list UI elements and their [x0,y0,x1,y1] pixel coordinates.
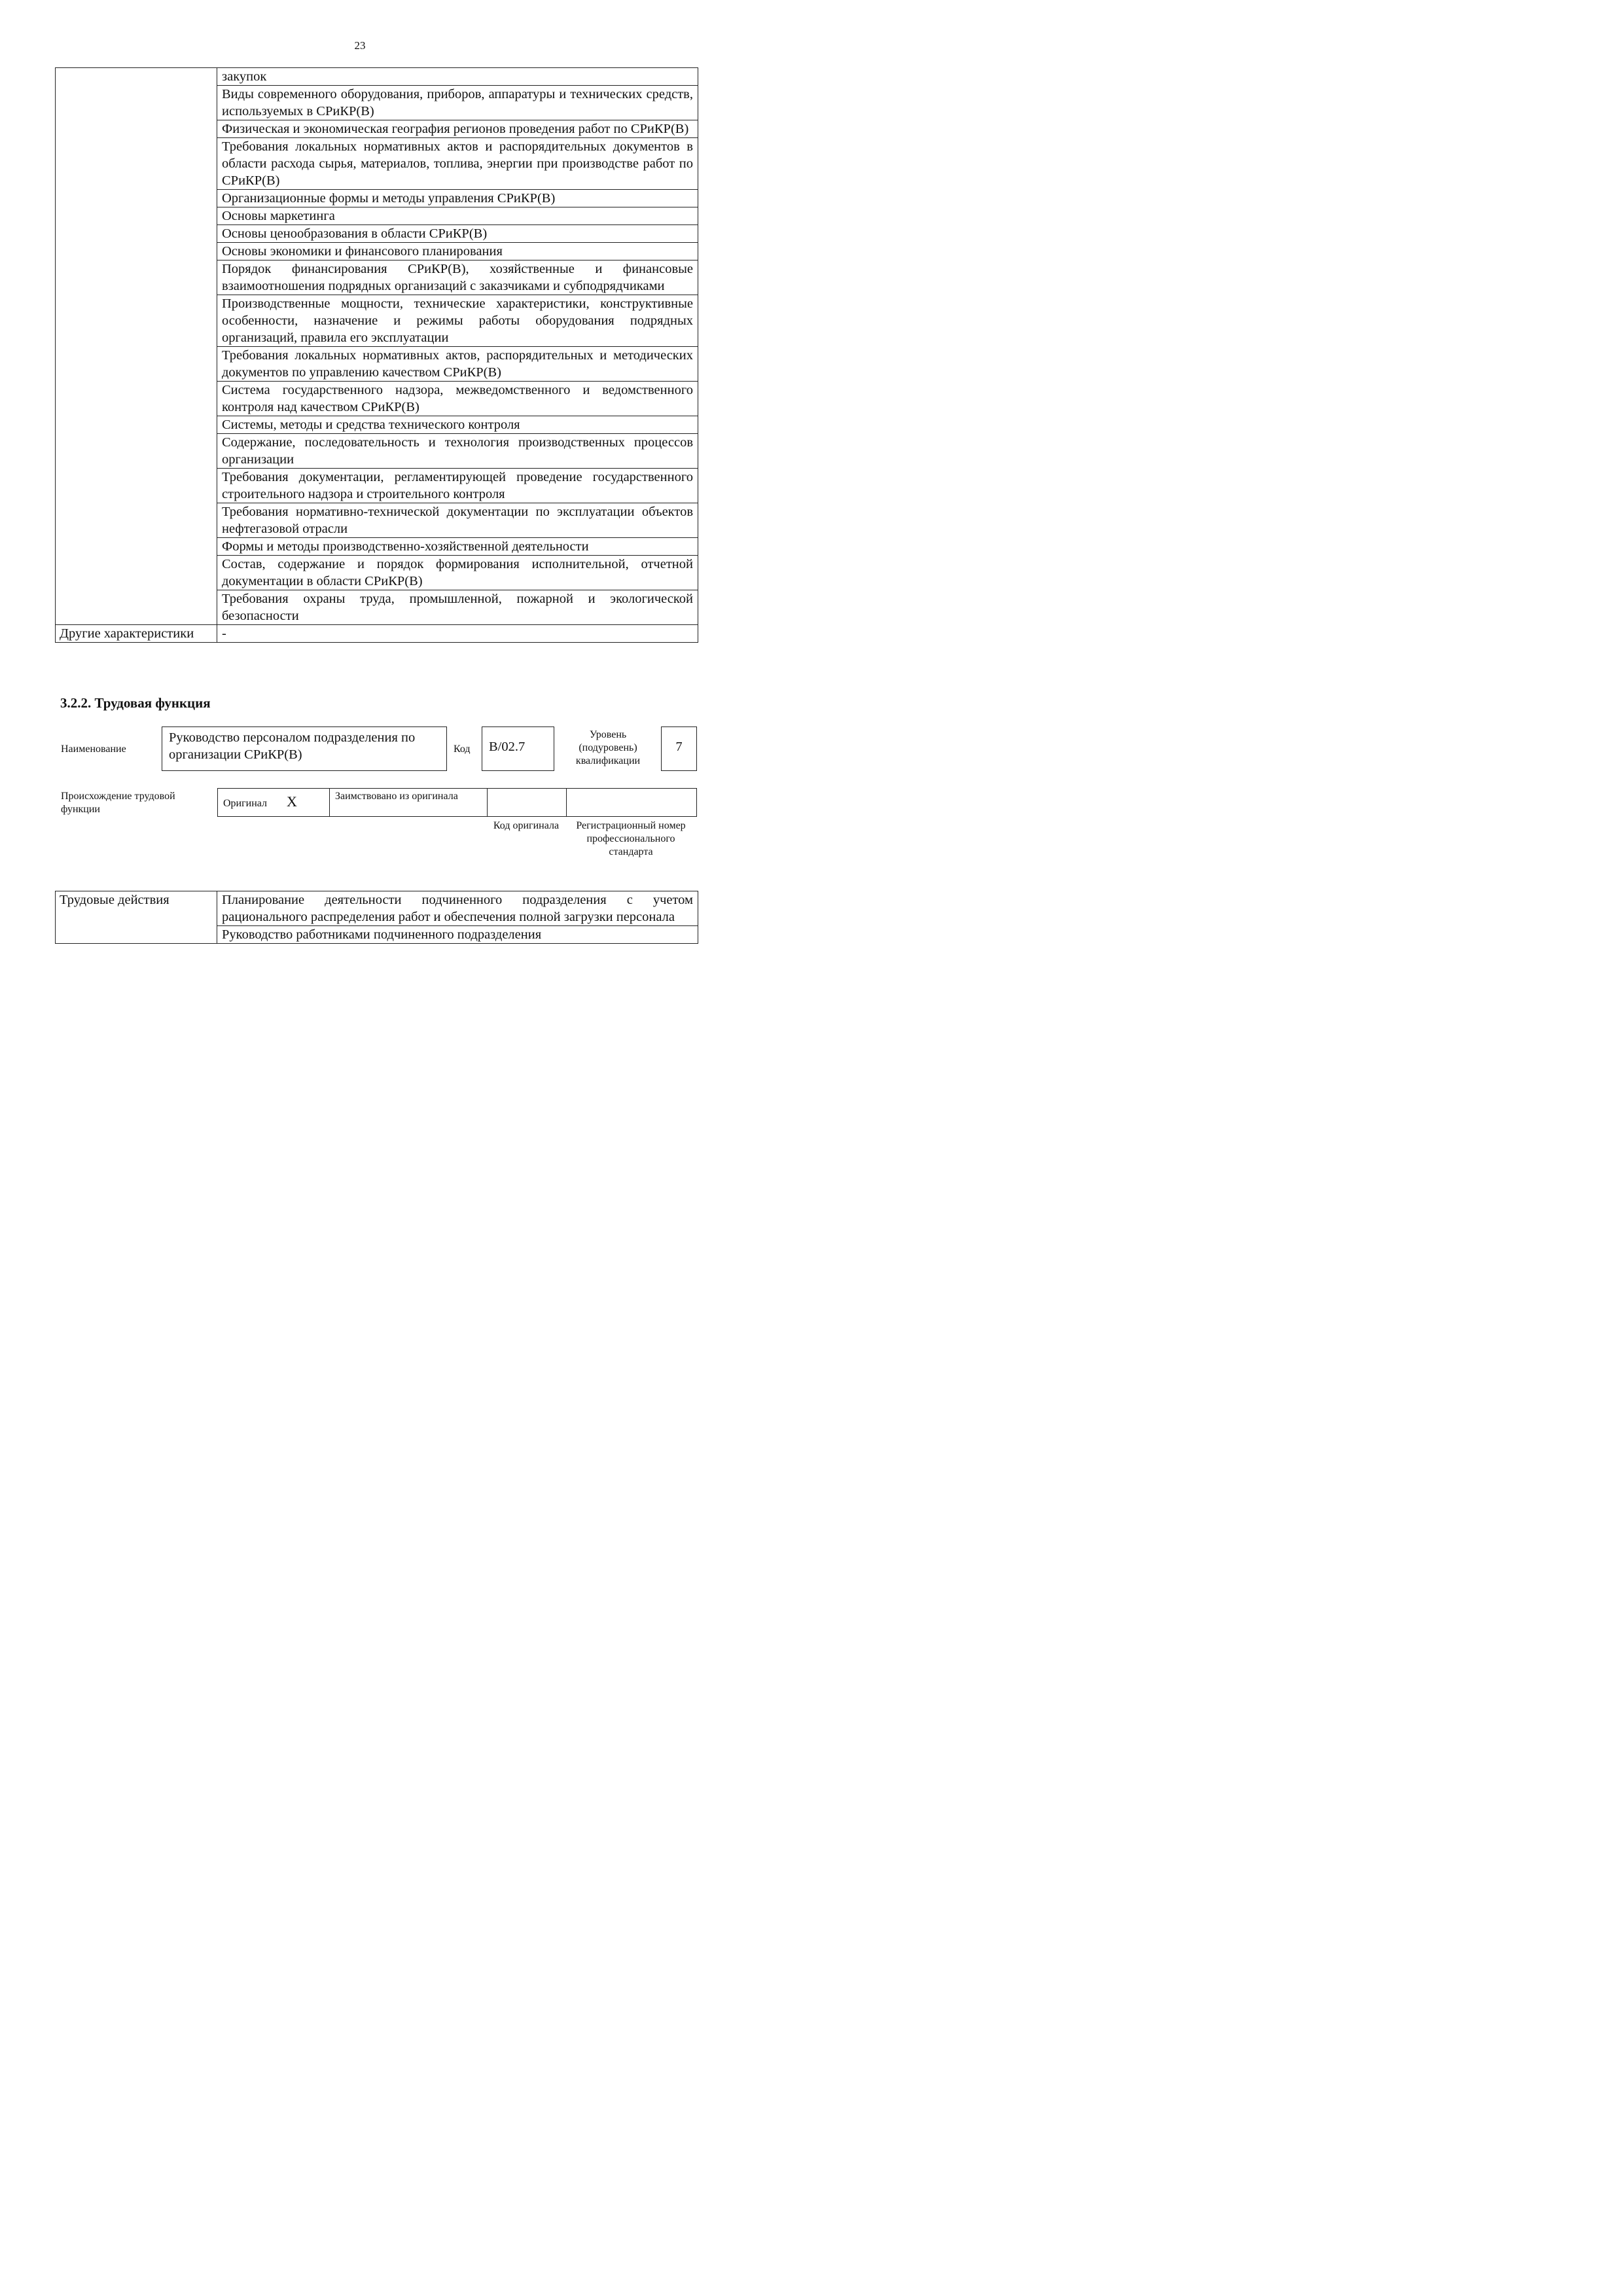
original-label: Оригинал [223,798,268,809]
knowledge-item: закупок [217,68,698,86]
knowledge-item: Содержание, последовательность и технология производственных процессов организации [217,434,698,469]
function-code-box: B/02.7 [482,726,554,771]
labor-actions-table [55,891,698,944]
labor-action-item: Планирование деятельности подчиненного подразделения с учетом рационального распределения работ и обеспечения полной загрузки персонала [217,891,698,926]
knowledge-item: Система государственного надзора, межведомственного и ведомственного контроля над качеством СРиКР(В) [217,382,698,416]
code-label: Код [454,744,471,755]
original-mark: X [287,793,297,810]
labor-action-item: Руководство работниками подчиненного подразделения [217,926,698,944]
knowledge-row [56,68,698,86]
knowledge-item: Физическая и экономическая география регионов проведения работ по СРиКР(В) [217,120,698,138]
knowledge-item: Порядок финансирования СРиКР(В), хозяйственные и финансовые взаимоотношения подрядных организаций с заказчиками и субподрядчиками [217,260,698,295]
labor-action-row [56,891,698,926]
level-label: Уровень (подуровень) квалификации [575,729,641,766]
reg-number-cell [567,789,697,817]
reg-number-label: Регистрационный номер профессионального стандарта [576,820,686,857]
knowledge-item: Производственные мощности, технические характеристики, конструктивные особенности, назначение и режимы работы оборудования подрядных организаций, правила его эксплуатации [217,295,698,347]
code-original-cell [488,789,567,817]
code-original-label: Код оригинала [493,820,560,831]
knowledge-item: Системы, методы и средства технического контроля [217,416,698,434]
knowledge-item: Требования локальных нормативных актов и распорядительных документов в области расхода сырья, материалов, топлива, энергии при производстве работ по СРиКР(В) [217,138,698,190]
knowledge-item: Требования охраны труда, промышленной, пожарной и экологической безопасности [217,590,698,625]
section-title: 3.2.2. Трудовая функция [60,695,211,711]
other-characteristics-label: Другие характеристики [56,625,217,643]
page-number: 23 [354,39,366,52]
knowledge-item: Формы и методы производственно-хозяйственной деятельности [217,538,698,556]
knowledge-item: Состав, содержание и порядок формирования исполнительной, отчетной документации в области СРиКР(В) [217,556,698,590]
knowledge-item: Организационные формы и методы управления СРиКР(В) [217,190,698,207]
knowledge-item: Основы маркетинга [217,207,698,225]
other-characteristics-row [56,625,698,643]
origin-original-cell [218,789,330,817]
knowledge-item: Требования документации, регламентирующей проведение государственного строительного надзора и строительного контроля [217,469,698,503]
knowledge-item: Виды современного оборудования, приборов, аппаратуры и технических средств, используемых в СРиКР(В) [217,86,698,120]
knowledge-item: Требования локальных нормативных актов, распорядительных и методических документов по управлению качеством СРиКР(В) [217,347,698,382]
origin-label: Происхождение трудовой функции [61,791,175,815]
borrowed-label: Заимствовано из оригинала [330,789,488,817]
labor-actions-label: Трудовые действия [56,891,217,944]
origin-table [217,788,697,817]
function-name-box: Руководство персоналом подразделения по организации СРиКР(В) [162,726,447,771]
knowledge-item: Основы экономики и финансового планирования [217,243,698,260]
knowledge-item: Требования нормативно-технической документации по эксплуатации объектов нефтегазовой отрасли [217,503,698,538]
knowledge-table [55,67,698,643]
name-label: Наименование [61,744,126,755]
other-characteristics-value: - [217,625,698,643]
knowledge-item: Основы ценообразования в области СРиКР(В) [217,225,698,243]
level-box: 7 [661,726,697,771]
knowledge-label-cell [56,68,217,625]
